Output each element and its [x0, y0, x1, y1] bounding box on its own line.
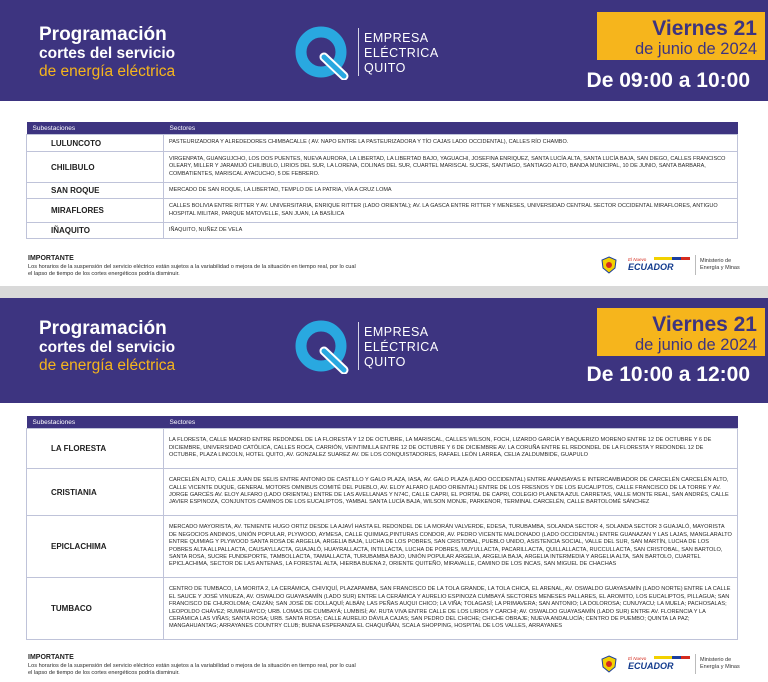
sectors-list: MERCADO DE SAN ROQUE, LA LIBERTAD, TEMPLO DE LA PATRIA, VÍA A CRUZ LOMA	[164, 183, 738, 199]
el-nuevo-label: El Nuevo	[628, 257, 647, 262]
important-label: IMPORTANTE	[28, 654, 74, 661]
brand-line-3: QUITO	[364, 355, 406, 369]
el-nuevo-label: El Nuevo	[628, 656, 647, 661]
title-line-3: de energía eléctrica	[39, 357, 176, 374]
logo-separator	[358, 322, 359, 370]
table-row	[27, 516, 738, 578]
title-line-2: cortes del servicio	[39, 45, 176, 62]
substation-name: EPICLACHIMA	[27, 516, 164, 578]
panel-header	[0, 298, 768, 403]
title-line-3: de energía eléctrica	[39, 63, 176, 80]
brand-line-2: ELÉCTRICA	[364, 340, 439, 354]
date-text: de junio de 2024	[634, 336, 757, 354]
sectors-list: CARCELÉN ALTO, CALLE JUAN DE SELIS ENTRE ANTONIO DE CASTILLO Y GALO PLAZA, IASA, AV. GALO PLAZA (LADO OCCIDENTAL) ENTRE ANANSAYAS E INTERCAMBIADOR DE CARCELÉN CARCELÉN ALTO, CALLE VICENTE DUQUE, GENERAL MOTORS OMNIBUS COMITÉ DEL PUEBLO, AV. ELOY ALFARO (LADO ORIENTAL) ENTRE DE LOS FRESNOS Y DE LOS EUCALIPTOS, CALLE FRANCISCO DE LA TORRE Y AV. JORGE GARCÉS AV. ELOY ALFARO (LADO ORIENTAL) ENTRE DE LAS AVELLANAS Y N74C, CALLE CAPRI, EL PORTAL DE CAPRI, COLEGIO PLANETA AZUL CARRETAS, VALLE MONTE REAL, SAN ANDRÉS, CALLE JAVIER ESPINOZA, CONJUNTOS CAMINOS DE LOS EUCALIPTOS, YAMBAL SANTA LUCÍA BAJA, WILSON MONJE, PARKENOR, TERMINAL CARCELÉN, CALLE BARTOLOMÉ SÁNCHEZ	[164, 469, 738, 516]
sectors-list: PASTEURIZADORA Y ALREDEDORES CHIMBACALLE ( AV. NAPO ENTRE LA PASTEURIZADORA Y TÍO CAJAS LADO OCCIDENTAL), CALLES RÍO CHAMBO.	[164, 135, 738, 152]
ministry-label: Ministerio de Energía y Minas	[700, 258, 740, 271]
logo-separator	[358, 28, 359, 76]
ecuador-wordmark: ECUADOR	[628, 661, 674, 671]
time-range: De 10:00 a 12:00	[586, 363, 750, 386]
brand-line-1: EMPRESA	[364, 325, 429, 339]
date-day: Viernes 21	[652, 313, 757, 336]
col-header-substations: Subestaciones	[27, 122, 164, 135]
time-range: De 09:00 a 10:00	[586, 69, 750, 92]
col-header-sectors: Sectores	[164, 416, 738, 429]
ecuador-shield-icon	[600, 655, 618, 673]
table-row	[27, 199, 738, 223]
col-header-substations: Subestaciones	[27, 416, 164, 429]
col-header-sectors: Sectores	[164, 122, 738, 135]
substation-name: CHILIBULO	[27, 152, 164, 183]
panel-header	[0, 0, 768, 101]
title-line-1: Programación	[39, 318, 167, 339]
table-row	[27, 578, 738, 640]
substation-name: TUMBACO	[27, 578, 164, 640]
flag-stripe	[654, 257, 690, 260]
sectors-list: CALLES BOLIVIA ENTRE RITTER Y AV. UNIVERSITARIA, ENRIQUE RITTER (LADO ORIENTAL); AV. LA GASCA ENTRE RITTER Y MENESES, UNIVERSIDAD CENTRAL SECTOR OCCIDENTAL MIRAFLORES, ANTIGUO HOSPITAL MILITAR, PARQUE MATOVELLE, SAN JUAN, LA BASÍLICA	[164, 199, 738, 223]
brand-line-3: QUITO	[364, 61, 406, 75]
table-row	[27, 135, 738, 152]
flag-stripe	[654, 656, 690, 659]
schedule-panel-1	[0, 0, 768, 286]
sectors-list: LA FLORESTA, CALLE MADRID ENTRE REDONDEL DE LA FLORESTA Y 12 DE OCTUBRE, LA MARISCAL, CALLES WILSON, FOCH, LIZARDO GARCÍA Y BAQUERIZO MORENO ENTRE 12 DE OCTUBRE Y 6 DE DICIEMBRE, UNIVERSIDAD CATÓLICA, CALLES ROCA, CARRIÓN, VEINTIMILLA ENTRE 12 DE OCTUBRE Y 6 DE DICIEMBRE AV. LA CORUÑA ENTRE EL REDONDEL DE LA FLORESTA Y REDONDEL 12 DE OCTUBRE, PLAZA LINCOLN, HOTEL QUITO, AV. GONZALEZ SUAREZ AV. DE LOS CONQUISTADORES, RAFAEL LEÓN LARREA, CELIA ZALDUMBIDE, GUAPULO	[164, 429, 738, 469]
table-row	[27, 223, 738, 239]
important-note: Los horarios de la suspensión del servicio eléctrico están sujetos a la variabilidad o mejora de la situación en tiempo real, por lo cual el lapso de tiempo de los cortes energéticos podría disminuir.	[28, 264, 356, 277]
sectors-list: IÑAQUITO, NUÑEZ DE VELA	[164, 223, 738, 239]
schedule-panel-2	[0, 298, 768, 682]
substation-name: MIRAFLORES	[27, 199, 164, 223]
sectors-list: MERCADO MAYORISTA, AV. TENIENTE HUGO ORTIZ DESDE LA AJAVÍ HASTA EL REDONDEL DE LA MORÁN VALVERDE, EDESA, TURUBAMBA, SOLANDA SECTOR 4, SOLANDA SECTOR 3 GUAJALÓ, MAYORISTA DE NEGOCIOS ANDINOS, UNIÓN POPULAR, PLYWOOD, AYMESA, CALLE QUIMIAG,PINTURAS CONDOR, AV. PEDRO VICENTE MALDONADO (LADO OCCIDENTAL) ENTRE GUANAZAN Y LAS LAJAS, MANGLARALTO ENTRE QUIMIAG Y PLYWOOD SANTA ROSA DE ARGELIA, ARGELIA BAJA, LUCHA DE LOS POBRES, SAN CRISTOBAL, PUEBLO UNIDO, ASISTENCIA SOCIAL, VALLE DEL SUR, SAN MARTÍN, LUCHA DE LOS POBRES ALTA ALLPALLACTA, CAUSAYLLACTA, GUAJALÓ, HUAYRALLACTA, INTILLACTA, LUCHA DE POBRES, MUYULLACTA, PACARILLACTA, QUILLALLACTA, RUCCULLACTA, SAN CRISTOBAL, SAN BARTOLO, SANTA ROSA, SUCRE FUNDEPORTE, TAMBOLLACTA, TAMIALLACTA, TURUBAMBA BAJO, UNIÓN POPULAR ARGELIA, ARGELIA BAJA, ARGELIA INTERMEDIA Y ARGELIA ALTA, SAN BARTOLO, CUARTEL EPICLACHIMA, SECTOR DE LAS ANTENAS, LA FORESTAL ALTA, HIERBA BUENA 2, ORIENTE QUITEÑO, MIRAVALLE, CAMINO DE LOS INCAS, SAN MIGUEL DE CHACHAS	[164, 516, 738, 578]
table-header-row	[27, 122, 738, 135]
brand-line-2: ELÉCTRICA	[364, 46, 439, 60]
table-header-row	[27, 416, 738, 429]
important-label: IMPORTANTE	[28, 255, 74, 262]
sectors-list: CENTRO DE TUMBACO, LA MORITA 2, LA CERÁMICA, CHIVIQUÍ, PLAZAPAMBA, SAN FRANCISCO DE LA TOLA GRANDE, LA TOLA CHICA, EL ARENAL, AV. OSWALDO GUAYASAMÍN (LADO NORTE) ENTRE LA CALLE EL SAUCE Y JOSÉ VINUEZA, AV. OSWALDO GUAYASAMÍN (LADO SUR) ENTRE LA CERÁMICA Y AURELIO ESPINOZA CUMBAYÁ SECTORES MENESES PALLARES, EL AROMITO, LOS EUCALIPTOS, PILLAGUA; SAN FRANCISCO DE CHUROLOMA; CAIZÁN; SAN JOSÉ DE COLLAQUÍ; ALBÁN; LAS PEÑAS AUQUI CHICO; LA VIÑA; TOLAGASÍ; LA PRIMAVERA; SAN ANTONIO; LA DOLOROSA; CUNUYACU; LA MUELA; PACHOSALAS; LEOPOLDO CHÁVEZ; RUMIHUAYCO; URB. LOMAS DE CUMBAYÁ; LUMBISÍ; AV. RUTA VIVA ENTRE CALLE DE LOS LIRIOS Y CARCHI; AV. OSWALDO GUAYASAMÍN (LADO SUR) ENTRE AV. FLORENCIA Y LA CERÁMICA LAS VIÑAS; SANTA ROSA; URB. SANTA ROSA; CALLE AURELIO DÁVILA CAJAS; SAN PEDRO DEL CHICHE; CHICHE OBRAJE; NUEVA ANDALUCÍA; CENTRO DE PUEMBO; QUINTA LA PAZ; MANGAHUANTAG; ARRAYANES COUNTRY CLUB; BUENA ESPERANZA EL CHAQUIÑÁN, SCALA SHOPPING, HOSPITAL DE LOS VALLES, ARRAYANES	[164, 578, 738, 640]
date-box	[597, 308, 765, 356]
ministry-label: Ministerio de Energía y Minas	[700, 657, 740, 670]
ecuador-shield-icon	[600, 256, 618, 274]
title-line-1: Programación	[39, 24, 167, 45]
date-box	[597, 12, 765, 60]
table-row	[27, 152, 738, 183]
substation-name: SAN ROQUE	[27, 183, 164, 199]
outage-table	[26, 122, 738, 239]
important-note: Los horarios de la suspensión del servicio eléctrico están sujetos a la variabilidad o mejora de la situación en tiempo real, por lo cual el lapso de tiempo de los cortes energéticos podría disminuir.	[28, 663, 356, 676]
logo-divider	[695, 255, 696, 275]
sectors-list: VIRGENPATA, GUANGUJCHO, LOS DOS PUENTES, NUEVA AURORA, LA LIBERTAD, LA LIBERTAD BAJO, YAGUACHI, JOSEFINA ENRIQUEZ, SANTA LUCÍA ALTA, SANTA LUCÍA BAJA, SAN DIEGO, CALLES FRANCISCO OLEARY, MILLER Y JARAMIJÓ CHILIBULO, LIRIOS DEL SUR, LA LORENA, COLINAS DEL SUR, CUARTEL MARISCAL SUCRE, SANTIAGO, SANTIAGO ALTO, BANDA MUNICIPAL, 10 DE JUNIO, SANTA BARBARA, COMBATIENTES, MARISCAL AYACUCHO, 5 DE FEBRERO.	[164, 152, 738, 183]
title-line-2: cortes del servicio	[39, 339, 176, 356]
outage-table	[26, 416, 738, 640]
date-day: Viernes 21	[652, 17, 757, 40]
logo-divider	[695, 654, 696, 674]
table-row	[27, 183, 738, 199]
ecuador-wordmark: ECUADOR	[628, 262, 674, 272]
date-text: de junio de 2024	[634, 40, 757, 58]
substation-name: LA FLORESTA	[27, 429, 164, 469]
eeq-q-logo-icon	[292, 318, 356, 374]
substation-name: LULUNCOTO	[27, 135, 164, 152]
table-row	[27, 429, 738, 469]
eeq-q-logo-icon	[292, 24, 356, 80]
brand-line-1: EMPRESA	[364, 31, 429, 45]
substation-name: IÑAQUITO	[27, 223, 164, 239]
table-row	[27, 469, 738, 516]
substation-name: CRISTIANIA	[27, 469, 164, 516]
